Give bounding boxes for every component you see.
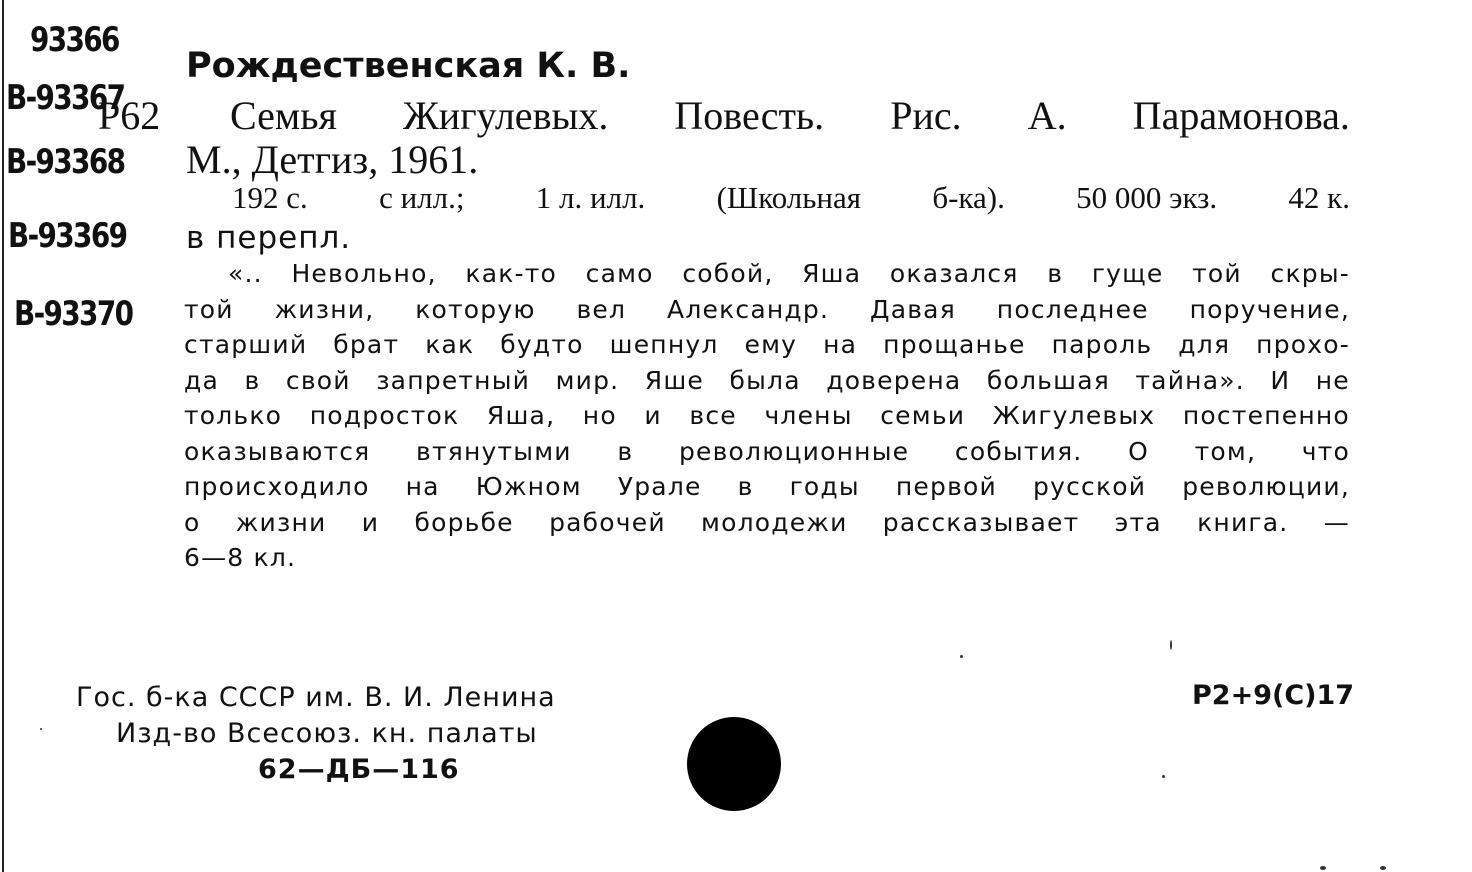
scan-speck bbox=[960, 655, 963, 658]
abstract-line bbox=[184, 292, 1350, 328]
accession-number-4: B-93369 bbox=[8, 216, 127, 256]
abstract-word: шепнул bbox=[609, 330, 719, 359]
library-name: Гос. б-ка СССР им. В. И. Ленина bbox=[76, 682, 556, 713]
abstract-word: той bbox=[1192, 259, 1242, 288]
abstract-word: жизни bbox=[235, 507, 327, 537]
binding-note: в перепл. bbox=[186, 220, 352, 256]
abstract-word: ему bbox=[744, 330, 798, 359]
abstract-word: Невольно, bbox=[291, 259, 437, 288]
classification-code: Р2+9(С)17 bbox=[1192, 680, 1355, 711]
collation-part: с илл.; bbox=[379, 180, 465, 215]
abstract-word: молодежи bbox=[701, 507, 848, 537]
abstract-word: революционные bbox=[678, 436, 910, 466]
abstract-word: втянутыми bbox=[416, 436, 572, 466]
accession-number-1: 93366 bbox=[30, 20, 119, 60]
abstract-word: события. bbox=[954, 436, 1083, 466]
abstract-word: революции, bbox=[1182, 472, 1350, 501]
publisher-name: Изд-во Всесоюз. кн. палаты bbox=[116, 718, 538, 749]
abstract-line bbox=[184, 434, 1350, 470]
abstract-word: подросток bbox=[309, 401, 460, 430]
abstract-word: книга. bbox=[1197, 507, 1289, 537]
scan-speck bbox=[1380, 866, 1386, 870]
abstract-word: как bbox=[425, 330, 475, 359]
abstract-word: постепенно bbox=[1182, 401, 1350, 430]
abstract-word: большая bbox=[986, 365, 1110, 395]
abstract-word: Александр. bbox=[667, 294, 830, 324]
abstract-word: тайна». bbox=[1135, 365, 1245, 395]
title-word: Жигулевых. bbox=[402, 93, 609, 138]
abstract-word: для bbox=[1178, 330, 1231, 359]
collation-part: 42 к. bbox=[1288, 180, 1350, 215]
abstract-word: доверена bbox=[826, 365, 962, 395]
abstract-word: Яше bbox=[644, 365, 704, 395]
abstract-word: О bbox=[1128, 436, 1149, 466]
abstract-word: брат bbox=[333, 330, 400, 359]
abstract-word: Урале bbox=[617, 472, 702, 501]
title-word: Рис. bbox=[890, 93, 962, 138]
abstract-word: Яша, bbox=[486, 401, 556, 430]
abstract-line: 6—8 кл. bbox=[184, 543, 297, 572]
collation-part: (Школьная bbox=[716, 180, 861, 215]
title-line bbox=[230, 92, 1350, 139]
abstract-line bbox=[184, 469, 1350, 505]
collation-part: б-ка). bbox=[932, 180, 1005, 215]
abstract-word: в bbox=[244, 365, 261, 395]
abstract-word: гуще bbox=[1091, 259, 1164, 288]
abstract-word: — bbox=[1323, 507, 1350, 537]
abstract-word: как-то bbox=[465, 259, 557, 288]
abstract-word: русской bbox=[1033, 472, 1147, 501]
abstract-word: в bbox=[617, 436, 634, 466]
abstract-word: старший bbox=[184, 330, 308, 359]
abstract-word: мир. bbox=[555, 365, 620, 395]
abstract-line bbox=[184, 505, 1350, 541]
abstract-word: Южном bbox=[475, 472, 582, 501]
accession-number-3: B-93368 bbox=[6, 142, 125, 182]
collation-part: 50 000 экз. bbox=[1076, 180, 1218, 215]
publication-line: М., Детгиз, 1961. bbox=[186, 137, 479, 182]
abstract-word: на bbox=[823, 330, 858, 359]
abstract-word: семьи bbox=[880, 401, 966, 430]
abstract-word: рабочей bbox=[549, 507, 666, 537]
abstract-word: свой bbox=[285, 365, 351, 395]
scan-speck bbox=[1162, 775, 1165, 778]
title-word: Парамонова. bbox=[1132, 93, 1350, 138]
abstract-line bbox=[184, 256, 1350, 292]
punch-hole bbox=[687, 717, 781, 811]
abstract-word: будто bbox=[500, 330, 584, 359]
abstract-word: и bbox=[361, 507, 380, 537]
abstract-word: последнее bbox=[996, 294, 1149, 324]
abstract-word: была bbox=[729, 365, 801, 395]
accession-number-5: B-93370 bbox=[14, 294, 133, 334]
abstract-word: которую bbox=[415, 294, 536, 324]
abstract-word: но bbox=[582, 401, 617, 430]
abstract-word: вел bbox=[576, 294, 627, 324]
abstract-word: происходило bbox=[184, 472, 370, 501]
abstract-line bbox=[184, 398, 1350, 434]
title-word: Семья bbox=[230, 93, 337, 138]
abstract-word: в bbox=[1047, 259, 1064, 288]
abstract-word: поручение, bbox=[1189, 294, 1350, 324]
footer-imprint bbox=[76, 680, 556, 788]
abstract-word: И bbox=[1270, 365, 1291, 395]
abstract-word: том, bbox=[1194, 436, 1257, 466]
abstract-word: о bbox=[184, 507, 201, 537]
scan-speck bbox=[40, 728, 42, 730]
abstract-word: собой, bbox=[682, 259, 774, 288]
abstract-word: рассказывает bbox=[882, 507, 1080, 537]
abstract-word: что bbox=[1301, 436, 1350, 466]
abstract-word: в bbox=[737, 472, 754, 501]
title-word: А. bbox=[1027, 93, 1067, 138]
classmark: Р62 bbox=[98, 93, 161, 138]
abstract-word: да bbox=[184, 365, 220, 395]
abstract-word: прохо- bbox=[1256, 330, 1350, 359]
abstract-word: прощанье bbox=[883, 330, 1026, 359]
card-number: 62—ДБ—116 bbox=[258, 754, 460, 785]
title-word: Повесть. bbox=[674, 93, 825, 138]
abstract-word: первой bbox=[895, 472, 997, 501]
abstract-word: эта bbox=[1114, 507, 1162, 537]
accession-number-2: B-93367 bbox=[6, 78, 125, 118]
abstract-word: только bbox=[184, 401, 283, 430]
abstract-word: «.. bbox=[228, 259, 263, 288]
abstract-word: скры- bbox=[1270, 259, 1350, 288]
scan-speck bbox=[1320, 866, 1326, 870]
abstract-word: оказываются bbox=[184, 436, 371, 466]
abstract-word: пароль bbox=[1051, 330, 1153, 359]
abstract-word: и bbox=[644, 401, 662, 430]
abstract-line bbox=[184, 363, 1350, 399]
card-edge-line bbox=[2, 0, 4, 872]
scan-speck bbox=[1170, 640, 1172, 650]
collation-line bbox=[232, 180, 1350, 216]
collation-part: 192 с. bbox=[232, 180, 308, 215]
abstract-word: той bbox=[184, 294, 234, 324]
abstract-word: Жигулевых bbox=[992, 401, 1156, 430]
abstract-word: Давая bbox=[869, 294, 956, 324]
abstract-word: жизни, bbox=[274, 294, 375, 324]
abstract bbox=[184, 256, 1350, 576]
abstract-line bbox=[184, 327, 1350, 363]
abstract-word: годы bbox=[789, 472, 860, 501]
collation-part: 1 л. илл. bbox=[535, 180, 646, 215]
abstract-word: запретный bbox=[376, 365, 531, 395]
abstract-word: само bbox=[585, 259, 654, 288]
abstract-word: члены bbox=[764, 401, 853, 430]
abstract-word: все bbox=[689, 401, 737, 430]
abstract-word: не bbox=[1315, 365, 1350, 395]
abstract-word: оказался bbox=[889, 259, 1019, 288]
abstract-word: борьбе bbox=[414, 507, 514, 537]
abstract-word: Яша bbox=[802, 259, 862, 288]
author-heading: Рождественская К. В. bbox=[186, 46, 631, 86]
abstract-word: на bbox=[405, 472, 440, 501]
